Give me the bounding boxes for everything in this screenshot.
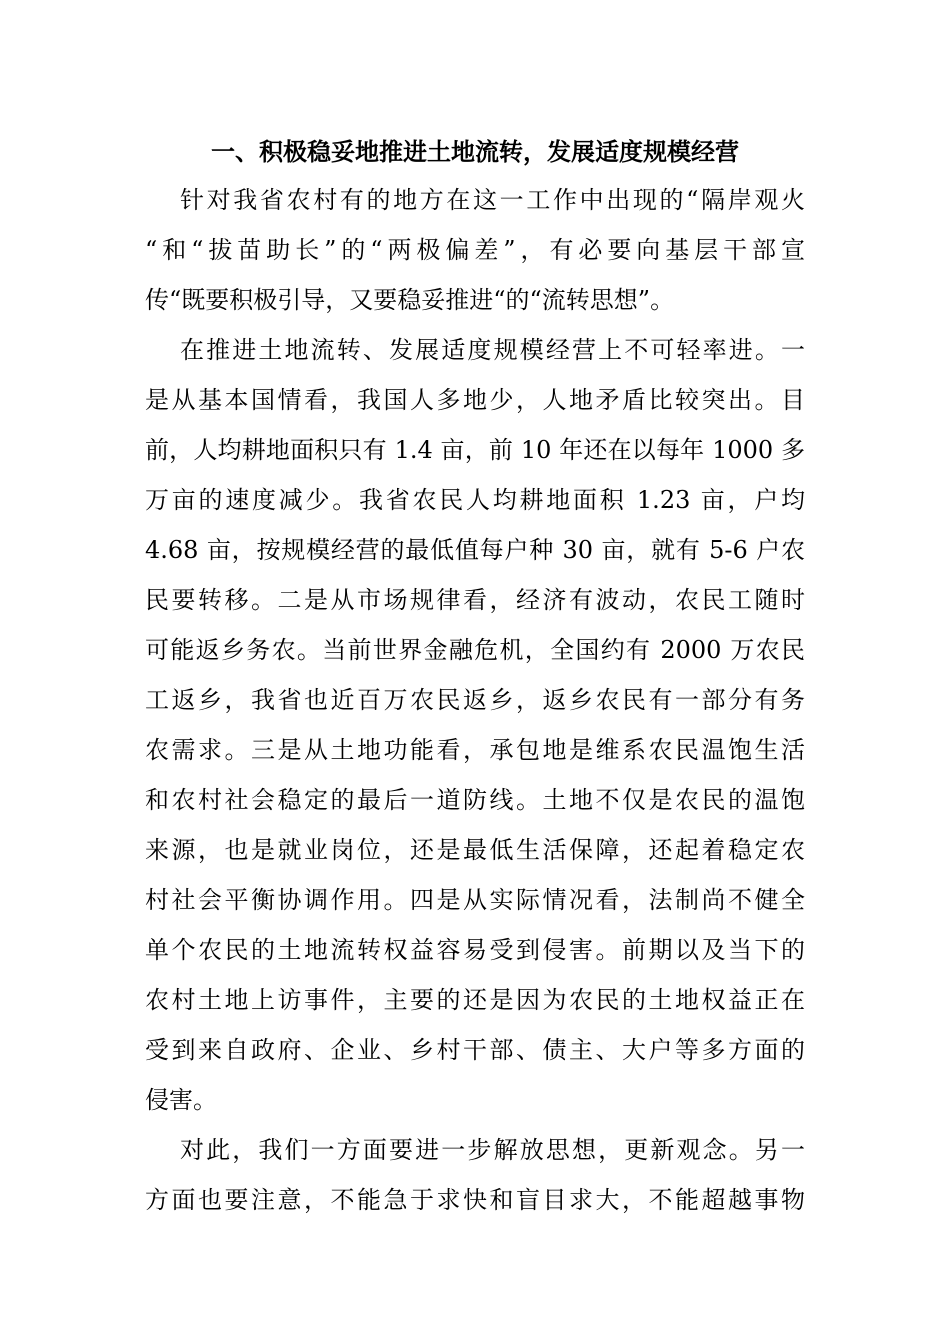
paragraph-2-line-15: 受到来自政府、企业、乡村干部、债主、大户等多方面的 [145, 1036, 805, 1064]
paragraph-3-line-2: 方面也要注意，不能急于求快和盲目求大，不能超越事物 [145, 1186, 805, 1214]
paragraph-2-line-13: 单个农民的土地流转权益容易受到侵害。前期以及当下的 [145, 936, 805, 964]
paragraph-2-line-9: 农需求。三是从土地功能看，承包地是维系农民温饱生活 [145, 736, 805, 764]
paragraph-2-line-5: 4.68 亩，按规模经营的最低值每户种 30 亩，就有 5-6 户农 [145, 536, 805, 564]
paragraph-2-line-16: 侵害。 [145, 1086, 217, 1114]
paragraph-2-line-1: 在推进土地流转、发展适度规模经营上不可轻率进。一 [180, 336, 805, 364]
paragraph-3-line-1: 对此，我们一方面要进一步解放思想，更新观念。另一 [180, 1136, 805, 1164]
paragraph-1-line-2: “和“拔苗助长”的“两极偏差”，有必要向基层干部宣 [145, 236, 805, 264]
paragraph-2-line-14: 农村土地上访事件，主要的还是因为农民的土地权益正在 [145, 986, 805, 1014]
section-heading: 一、积极稳妥地推进土地流转，发展适度规模经营 [211, 138, 739, 166]
paragraph-2-line-10: 和农村社会稳定的最后一道防线。土地不仅是农民的温饱 [145, 786, 805, 814]
paragraph-2-line-6: 民要转移。二是从市场规律看，经济有波动，农民工随时 [145, 586, 805, 614]
paragraph-2-line-8: 工返乡，我省也近百万农民返乡，返乡农民有一部分有务 [145, 686, 805, 714]
paragraph-2-line-3: 前，人均耕地面积只有 1.4 亩，前 10 年还在以每年 1000 多 [145, 436, 805, 464]
paragraph-2-line-2: 是从基本国情看，我国人多地少，人地矛盾比较突出。目 [145, 386, 805, 414]
paragraph-1-line-1: 针对我省农村有的地方在这一工作中出现的“隔岸观火 [180, 186, 805, 214]
paragraph-2-line-4: 万亩的速度减少。我省农民人均耕地面积 1.23 亩，户均 [145, 486, 805, 514]
paragraph-2-line-7: 可能返乡务农。当前世界金融危机，全国约有 2000 万农民 [145, 636, 805, 664]
paragraph-2-line-11: 来源，也是就业岗位，还是最低生活保障，还起着稳定农 [145, 836, 805, 864]
paragraph-1-line-3: 传“既要积极引导，又要稳妥推进“的“流转思想”。 [145, 286, 675, 314]
paragraph-2-line-12: 村社会平衡协调作用。四是从实际情况看，法制尚不健全 [145, 886, 805, 914]
